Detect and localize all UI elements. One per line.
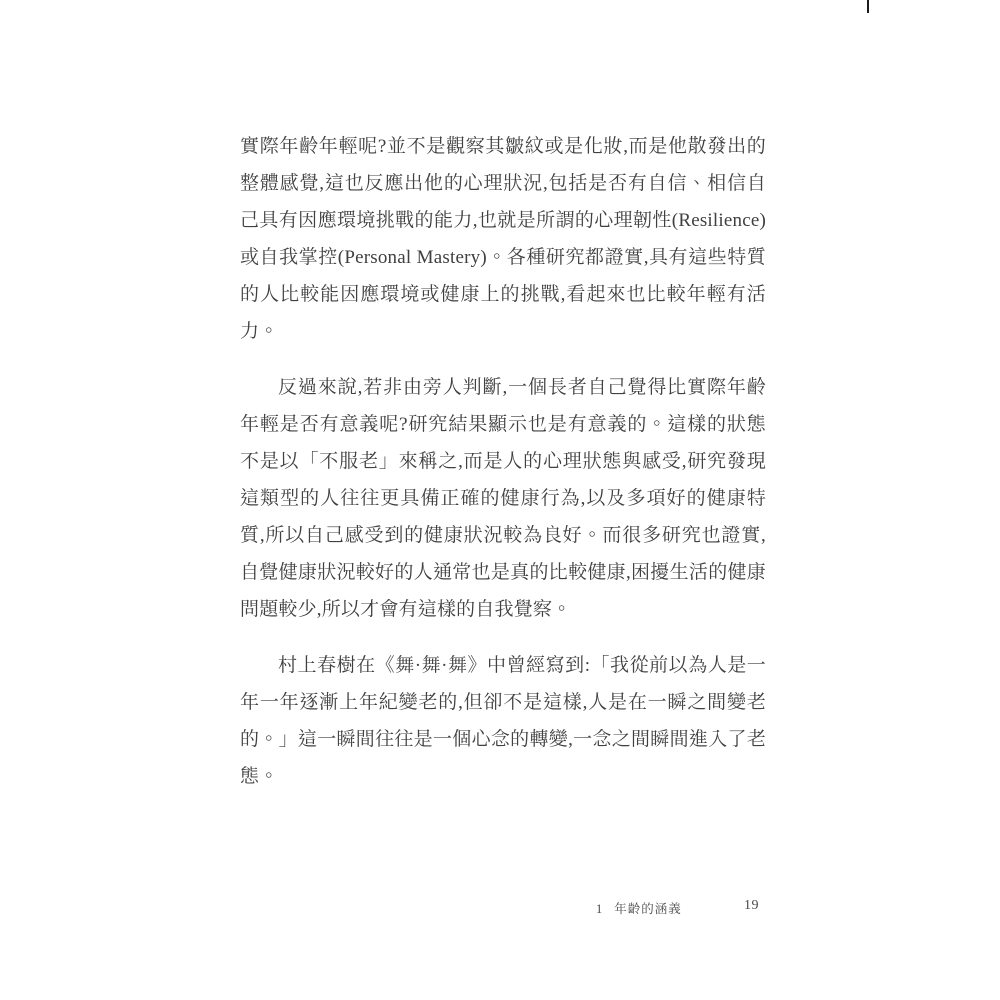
page-footer <box>240 897 766 917</box>
crop-mark <box>867 0 869 13</box>
paragraph: 村上春樹在《舞·舞·舞》中曾經寫到:「我從前以為人是一年一年逐漸上年紀變老的,但卻不是這樣,人是在一瞬之間變老的。」這一瞬間往往是一個心念的轉變,一念之間瞬間進入了老態。 <box>240 655 766 787</box>
running-footer <box>596 899 682 917</box>
page-body <box>240 128 766 795</box>
chapter-title: 年齡的涵義 <box>614 902 682 916</box>
paragraph: 實際年齡年輕呢?並不是觀察其皺紋或是化妝,而是他散發出的整體感覺,這也反應出他的心理狀況,包括是否有自信、相信自己具有因應環境挑戰的能力,也就是所謂的心理韌性(Resilience)或自我掌控(Personal Mastery)。各種研究都證實,具有這些特質的人比較能因應環境或健康上的挑戰,看起來也比較年輕有活力。 <box>240 136 766 342</box>
chapter-number: 1 <box>596 902 604 916</box>
paragraph: 反過來說,若非由旁人判斷,一個長者自己覺得比實際年齡年輕是否有意義呢?研究結果顯示也是有意義的。這樣的狀態不是以「不服老」來稱之,而是人的心理狀態與感受,研究發現這類型的人往往更具備正確的健康行為,以及多項好的健康特質,所以自己感受到的健康狀況較為良好。而很多研究也證實,自覺健康狀況較好的人通常也是真的比較健康,困擾生活的健康問題較少,所以才會有這樣的自我覺察。 <box>240 377 766 620</box>
page-number: 19 <box>744 898 759 913</box>
